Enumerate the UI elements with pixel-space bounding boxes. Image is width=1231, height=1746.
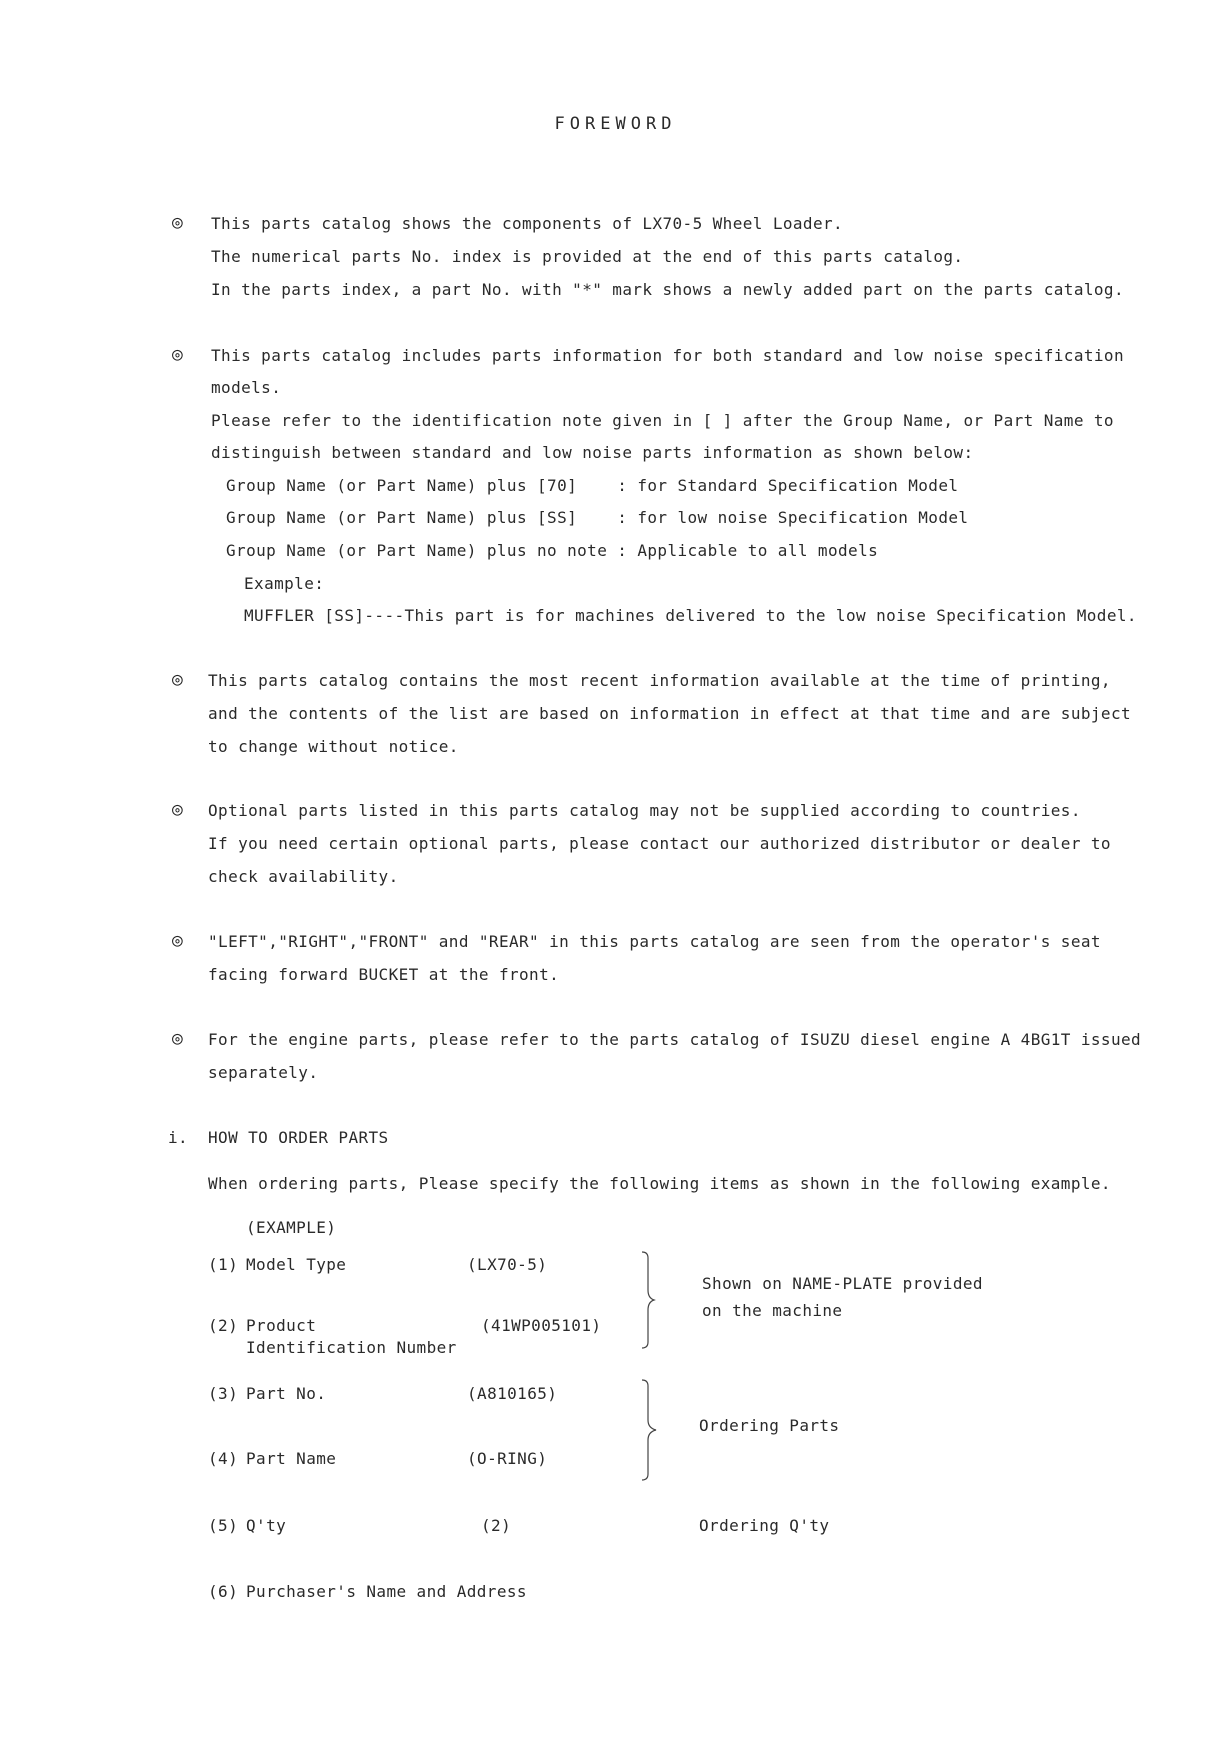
- section-heading: HOW TO ORDER PARTS: [208, 1128, 389, 1147]
- section-4-line-3: check availability.: [208, 867, 399, 886]
- section-4-line-2: If you need certain optional parts, please contact our authorized distributor or dealer to: [208, 834, 1111, 853]
- item-1-label: Model Type: [246, 1255, 347, 1274]
- item-3-value: (A810165): [467, 1384, 558, 1403]
- item-4-label: Part Name: [246, 1449, 337, 1468]
- section-1-line-1: This parts catalog shows the components of LX70-5 Wheel Loader.: [211, 214, 844, 233]
- order-intro: When ordering parts, Please specify the following items as shown in the following example.: [208, 1174, 1111, 1193]
- item-4-value: (O-RING): [467, 1449, 548, 1468]
- section-2-line-9: MUFFLER [SS]----This part is for machines delivered to the low noise Specification Model.: [244, 606, 1137, 625]
- nameplate-note-line-2: on the machine: [702, 1301, 843, 1320]
- section-1-line-3: In the parts index, a part No. with "*" mark shows a newly added part on the parts catalog.: [211, 280, 1124, 299]
- section-3-line-2: and the contents of the list are based on information in effect at that time and are subject: [208, 704, 1132, 723]
- brace-icon: [638, 1250, 668, 1350]
- section-6-line-1: For the engine parts, please refer to the parts catalog of ISUZU diesel engine A 4BG1T issued: [208, 1030, 1142, 1049]
- section-1-line-2: The numerical parts No. index is provided at the end of this parts catalog.: [211, 247, 964, 266]
- bullet-icon: ◎: [172, 669, 184, 690]
- item-6-label: Purchaser's Name and Address: [246, 1582, 527, 1601]
- nameplate-note-line-1: Shown on NAME-PLATE provided: [702, 1274, 983, 1293]
- section-5-line-1: "LEFT","RIGHT","FRONT" and "REAR" in this parts catalog are seen from the operator's seat: [208, 932, 1101, 951]
- section-2-line-3: Please refer to the identification note given in [ ] after the Group Name, or Part Name to: [211, 411, 1114, 430]
- item-5-label: Q'ty: [246, 1516, 287, 1535]
- item-1-value: (LX70-5): [467, 1255, 548, 1274]
- section-2-line-5: Group Name (or Part Name) plus [70] : for Standard Specification Model: [226, 476, 959, 495]
- item-5-number: (5): [208, 1516, 239, 1535]
- section-2-line-8: Example:: [244, 574, 325, 593]
- item-3-number: (3): [208, 1384, 239, 1403]
- brace-icon: [638, 1378, 668, 1482]
- item-4-number: (4): [208, 1449, 239, 1468]
- section-6-line-2: separately.: [208, 1063, 319, 1082]
- section-4-line-1: Optional parts listed in this parts catalog may not be supplied according to countries.: [208, 801, 1081, 820]
- ordering-parts-note: Ordering Parts: [699, 1416, 840, 1435]
- bullet-icon: ◎: [172, 799, 184, 820]
- section-5-line-2: facing forward BUCKET at the front.: [208, 965, 560, 984]
- item-3-label: Part No.: [246, 1384, 327, 1403]
- bullet-icon: ◎: [172, 212, 184, 233]
- section-number: i.: [168, 1128, 189, 1147]
- item-5-value: (2): [481, 1516, 512, 1535]
- section-2-line-2: models.: [211, 378, 282, 397]
- bullet-icon: ◎: [172, 930, 184, 951]
- item-2-label: Product: [246, 1316, 317, 1335]
- item-2-number: (2): [208, 1316, 239, 1335]
- section-2-line-1: This parts catalog includes parts information for both standard and low noise specification: [211, 346, 1124, 365]
- bullet-icon: ◎: [172, 344, 184, 365]
- section-2-line-4: distinguish between standard and low noise parts information as shown below:: [211, 443, 974, 462]
- item-1-number: (1): [208, 1255, 239, 1274]
- section-3-line-3: to change without notice.: [208, 737, 459, 756]
- section-2-line-7: Group Name (or Part Name) plus no note : Applicable to all models: [226, 541, 879, 560]
- section-2-line-6: Group Name (or Part Name) plus [SS] : for low noise Specification Model: [226, 508, 969, 527]
- item-2-value: (41WP005101): [481, 1316, 602, 1335]
- bullet-icon: ◎: [172, 1028, 184, 1049]
- section-3-line-1: This parts catalog contains the most recent information available at the time of printing,: [208, 671, 1111, 690]
- item-5-note: Ordering Q'ty: [699, 1516, 830, 1535]
- page-title: FOREWORD: [554, 114, 677, 134]
- example-label: (EXAMPLE): [246, 1218, 337, 1237]
- item-2-label-line-2: Identification Number: [246, 1338, 457, 1357]
- item-6-number: (6): [208, 1582, 239, 1601]
